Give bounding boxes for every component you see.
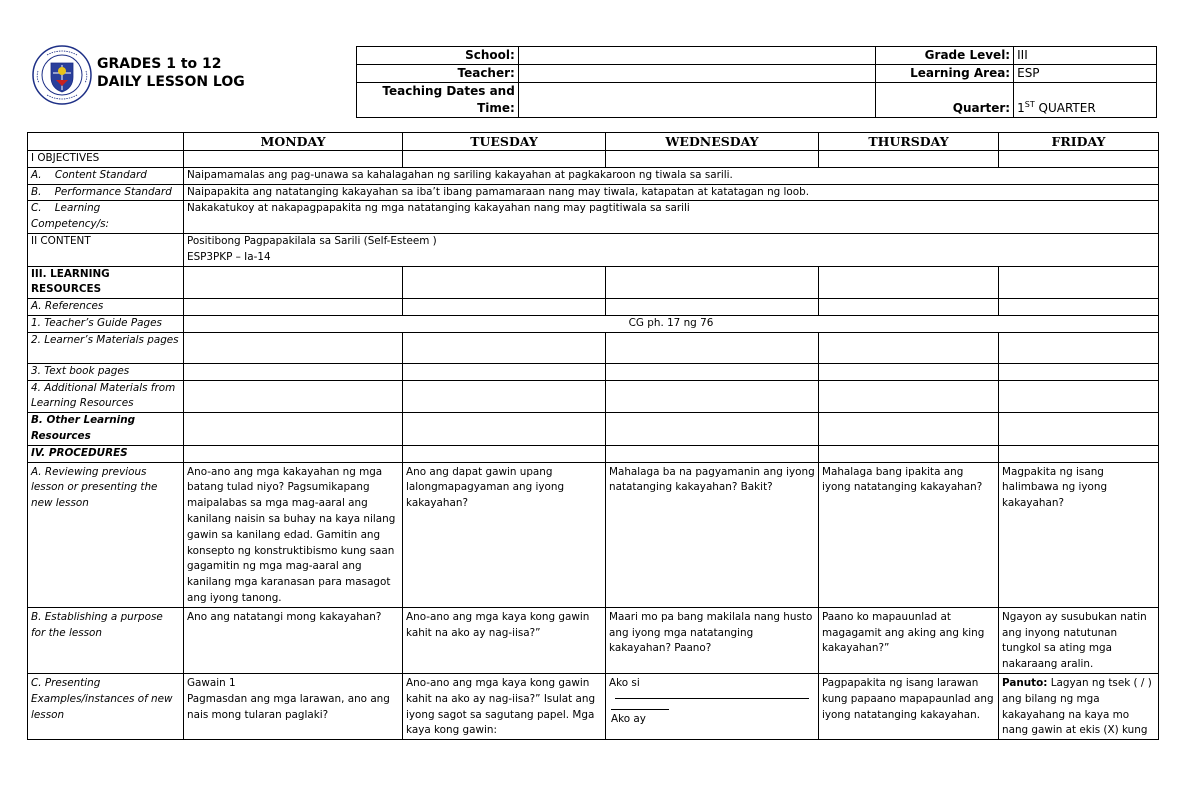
presenting-friday[interactable]: [999, 673, 1159, 739]
cell[interactable]: [999, 266, 1159, 299]
content-standard-value: Naipamamalas ang pag-unawa sa kahalagahan ng sariling kakayahan at pagkakaroon ng tiwala sa sarili.: [184, 167, 1159, 184]
references-row: [28, 299, 1159, 316]
cell[interactable]: [999, 363, 1159, 380]
presenting-tuesday[interactable]: Ano-ano ang mga kaya kong gawin kahit na ako ay nag-iisa?” Isulat ang iyong sagot sa sagutang papel. Mga kaya kong gawin:: [403, 673, 606, 739]
quarter-number: 1: [1017, 101, 1025, 115]
review-tuesday[interactable]: Ano ang dapat gawin upang lalongmapagyaman ang iyong kakayahan?: [403, 462, 606, 607]
competency-value: Nakakatukoy at nakapagpapakita ng mga natatanging kakayahan nang may pagtitiwala sa sarili: [184, 201, 1159, 234]
other-resources-row: [28, 413, 1159, 446]
cell[interactable]: [184, 413, 403, 446]
title-line-2: DAILY LESSON LOG: [97, 74, 245, 90]
textbook-row: [28, 363, 1159, 380]
purpose-monday[interactable]: Ano ang natatangi mong kakayahan?: [184, 607, 403, 673]
cell[interactable]: [403, 151, 606, 168]
grade-level-label: Grade Level:: [876, 47, 1014, 65]
performance-standard-label: B. Performance Standard: [28, 184, 184, 201]
cell[interactable]: [606, 299, 819, 316]
cell[interactable]: [403, 266, 606, 299]
competency-label: C. Learning Competency/s:: [28, 201, 184, 234]
review-row: [28, 462, 1159, 607]
review-label: A. Reviewing previous lesson or presenting the new lesson: [28, 462, 184, 607]
cell[interactable]: [606, 332, 819, 363]
cell[interactable]: [403, 332, 606, 363]
day-thursday: THURSDAY: [819, 133, 999, 151]
panuto-label: Panuto:: [1002, 676, 1048, 689]
cell[interactable]: [606, 363, 819, 380]
learners-materials-row: [28, 332, 1159, 363]
cell[interactable]: [184, 363, 403, 380]
cell[interactable]: [606, 266, 819, 299]
teacher-field[interactable]: [518, 65, 875, 83]
textbook-label: 3. Text book pages: [28, 363, 184, 380]
teachers-guide-row: [28, 315, 1159, 332]
school-field[interactable]: [518, 47, 875, 65]
additional-materials-label: 4. Additional Materials from Learning Resources: [28, 380, 184, 413]
content-label: II CONTENT: [28, 233, 184, 266]
objectives-row: [28, 151, 1159, 168]
cell[interactable]: [819, 380, 999, 413]
ako-si-text: Ako si: [609, 676, 640, 689]
cell[interactable]: [999, 380, 1159, 413]
cell[interactable]: [999, 413, 1159, 446]
cell[interactable]: [184, 299, 403, 316]
review-wednesday[interactable]: Mahalaga ba na pagyamanin ang iyong natatanging kakayahan? Bakit?: [606, 462, 819, 607]
purpose-thursday[interactable]: Paano ko mapauunlad at magagamit ang aking ang king kakayahan?”: [819, 607, 999, 673]
content-standard-row: [28, 167, 1159, 184]
cell[interactable]: [403, 299, 606, 316]
cell[interactable]: [819, 413, 999, 446]
learning-area-field[interactable]: ESP: [1014, 65, 1157, 83]
performance-standard-value: Naipapakita ang natatanging kakayahan sa iba’t ibang pamamaraan nang may tiwala, katapatan at katatagan ng loob.: [184, 184, 1159, 201]
presenting-row: [28, 673, 1159, 739]
cell[interactable]: [184, 445, 403, 462]
cell[interactable]: [819, 299, 999, 316]
presenting-label: C. Presenting Examples/instances of new lesson: [28, 673, 184, 739]
header-table: [356, 46, 1157, 118]
quarter-label: Quarter:: [876, 83, 1014, 118]
content-code: ESP3PKP – Ia-14: [187, 250, 271, 263]
page-title: [97, 55, 245, 91]
review-friday[interactable]: Magpakita ng isang halimbawa ng iyong kakayahan?: [999, 462, 1159, 607]
day-tuesday: TUESDAY: [403, 133, 606, 151]
title-line-1: GRADES 1 to 12: [97, 56, 222, 72]
competency-row: [28, 201, 1159, 234]
performance-standard-row: [28, 184, 1159, 201]
cell[interactable]: [999, 299, 1159, 316]
cell[interactable]: [403, 445, 606, 462]
cell[interactable]: [606, 151, 819, 168]
answer-blank-line[interactable]: [615, 692, 809, 699]
days-header-row: [28, 133, 1159, 151]
cell[interactable]: [819, 266, 999, 299]
teacher-label: Teacher:: [357, 65, 519, 83]
activity-title: Gawain 1: [187, 676, 236, 689]
purpose-wednesday[interactable]: Maari mo pa bang makilala nang husto ang iyong mga natatanging kakayahan? Paano?: [606, 607, 819, 673]
grade-level-field[interactable]: III: [1014, 47, 1157, 65]
learning-resources-row: [28, 266, 1159, 299]
teaching-dates-label: Teaching Dates and Time:: [357, 83, 519, 118]
purpose-friday[interactable]: Ngayon ay susubukan natin ang inyong natutunan tungkol sa ating mga nakaraang aralin.: [999, 607, 1159, 673]
learners-materials-label: 2. Learner’s Materials pages: [28, 332, 184, 363]
lesson-log-table: [27, 132, 1159, 740]
day-friday: FRIDAY: [999, 133, 1159, 151]
procedures-label: IV. PROCEDURES: [28, 445, 184, 462]
quarter-suffix: ST: [1024, 100, 1035, 109]
teaching-dates-field[interactable]: [518, 83, 875, 118]
day-wednesday: WEDNESDAY: [606, 133, 819, 151]
content-standard-label: A. Content Standard: [28, 167, 184, 184]
teachers-guide-value: CG ph. 17 ng 76: [184, 315, 1159, 332]
quarter-text: QUARTER: [1034, 101, 1096, 115]
cell[interactable]: [184, 151, 403, 168]
other-resources-label: B. Other Learning Resources: [28, 413, 184, 446]
corner-cell: [28, 133, 184, 151]
content-value: [184, 233, 1159, 266]
header-row-dates: [357, 83, 1157, 118]
cell[interactable]: [606, 445, 819, 462]
answer-blank-short[interactable]: [611, 701, 669, 710]
seal-icon: [32, 45, 92, 105]
objectives-label: I OBJECTIVES: [28, 151, 184, 168]
cell[interactable]: [606, 380, 819, 413]
activity-instruction: Pagmasdan ang mga larawan, ano ang nais mong tularan paglaki?: [187, 692, 390, 721]
quarter-field[interactable]: [1014, 83, 1157, 118]
cell[interactable]: [403, 380, 606, 413]
deped-seal-logo: [32, 45, 92, 105]
presenting-monday[interactable]: [184, 673, 403, 739]
purpose-label: B. Establishing a purpose for the lesson: [28, 607, 184, 673]
cell[interactable]: [403, 413, 606, 446]
cell[interactable]: [184, 266, 403, 299]
header-row-teacher: [357, 65, 1157, 83]
additional-materials-row: [28, 380, 1159, 413]
presenting-wednesday[interactable]: [606, 673, 819, 739]
cell[interactable]: [819, 332, 999, 363]
content-row: [28, 233, 1159, 266]
cell[interactable]: [999, 445, 1159, 462]
teachers-guide-label: 1. Teacher’s Guide Pages: [28, 315, 184, 332]
review-thursday[interactable]: Mahalaga bang ipakita ang iyong natatanging kakayahan?: [819, 462, 999, 607]
cell[interactable]: [819, 445, 999, 462]
content-topic: Positibong Pagpapakilala sa Sarili (Self-Esteem ): [187, 234, 437, 247]
cell[interactable]: [999, 332, 1159, 363]
review-monday[interactable]: Ano-ano ang mga kakayahan ng mga batang tulad niyo? Pagsumikapang maipalabas sa mga mag-aaral ang kanilang naisin sa buhay na kaya nilang gawin sa kanilang edad. Gamitin ang konsepto ng konstruktibismo kung saan gagamitin ng mga mag-aaral ang kanilang mga karanasan para masagot ang iyong tanong.: [184, 462, 403, 607]
cell[interactable]: [819, 363, 999, 380]
learning-area-label: Learning Area:: [876, 65, 1014, 83]
day-monday: MONDAY: [184, 133, 403, 151]
cell[interactable]: [606, 413, 819, 446]
school-label: School:: [357, 47, 519, 65]
cell[interactable]: [999, 151, 1159, 168]
cell[interactable]: [819, 151, 999, 168]
learning-resources-label: III. LEARNING RESOURCES: [28, 266, 184, 299]
purpose-tuesday[interactable]: Ano-ano ang mga kaya kong gawin kahit na ako ay nag-iisa?”: [403, 607, 606, 673]
references-label: A. References: [28, 299, 184, 316]
panuto-text: Lagyan ng tsek ( / ) ang bilang ng mga kakayahang na kaya mo nang gawin at ekis (X) kung: [1002, 676, 1152, 737]
cell[interactable]: [184, 380, 403, 413]
procedures-row: [28, 445, 1159, 462]
cell[interactable]: [403, 363, 606, 380]
cell[interactable]: [184, 332, 403, 363]
purpose-row: [28, 607, 1159, 673]
header-row-school: [357, 47, 1157, 65]
presenting-thursday[interactable]: Pagpapakita ng isang larawan kung papaano mapapaunlad ang iyong natatanging kakayahan.: [819, 673, 999, 739]
ako-ay-text: Ako ay: [611, 712, 646, 725]
